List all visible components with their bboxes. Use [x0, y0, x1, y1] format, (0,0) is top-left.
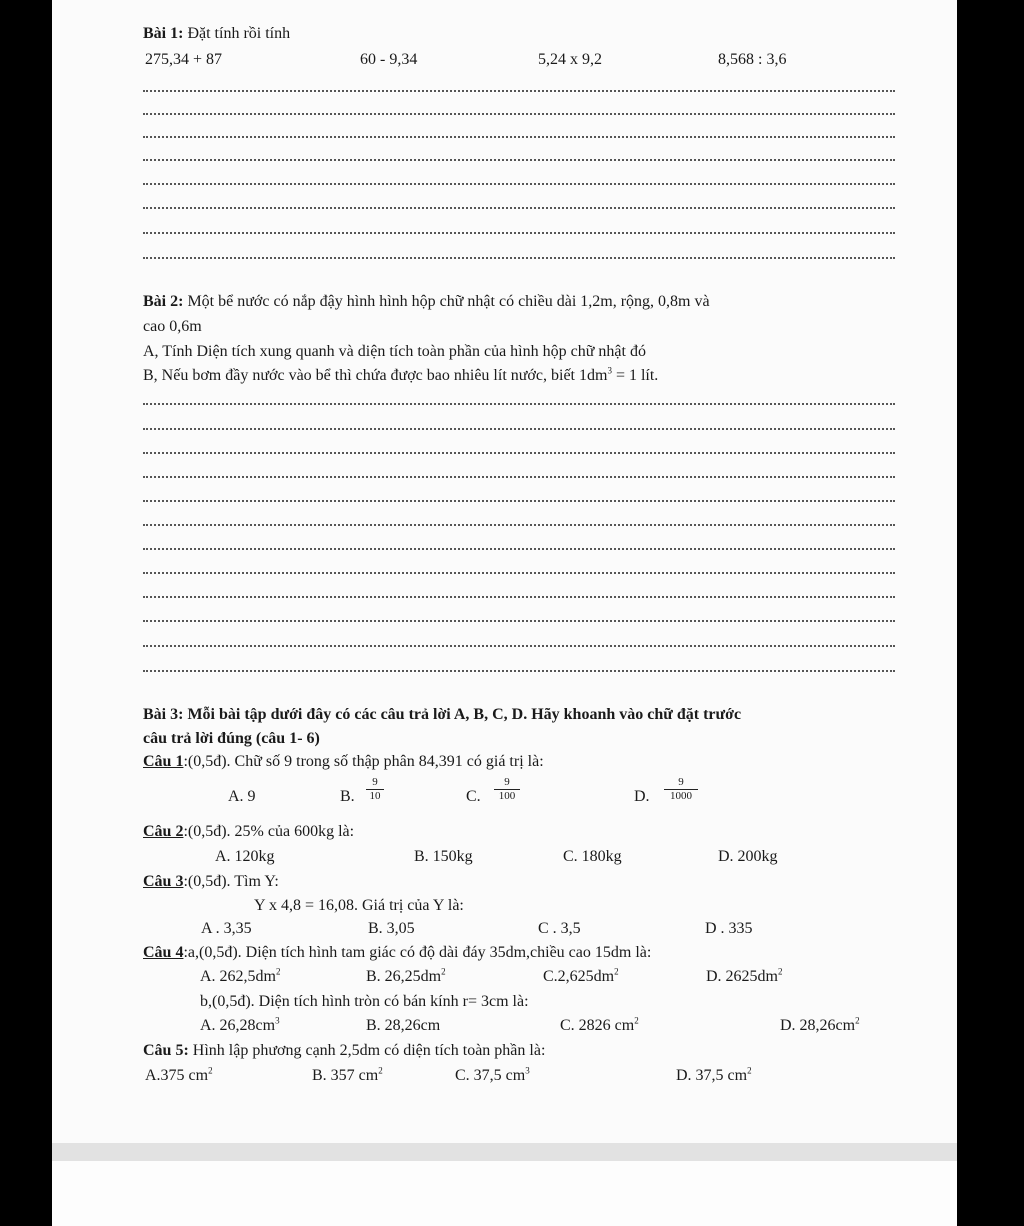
bai2-part-b: B, Nếu bơm đầy nước vào bể thì chứa được bao nhiêu lít nước, biết $1dm^3 = 1$ lít.	[143, 365, 659, 384]
bai3-line2: câu trả lời đúng (câu 1- 6)	[143, 730, 320, 747]
cau2-option-c: C. 180kg	[563, 848, 622, 865]
cau4-question-b: b,(0,5đ). Diện tích hình tròn có bán kính r= 3cm là:	[200, 993, 529, 1010]
bai2-part-a: A, Tính Diện tích xung quanh và diện tích toàn phần của hình hộp chữ nhật đó	[143, 343, 646, 360]
cau1-question: Câu 1:(0,5đ). Chữ số 9 trong số thập phân 84,391 có giá trị là:	[143, 753, 544, 770]
answer-line	[143, 90, 895, 92]
cau5-option-a: A.375 $cm^2$	[145, 1065, 213, 1084]
answer-line	[143, 113, 895, 115]
answer-line	[143, 403, 895, 405]
answer-line	[143, 572, 895, 574]
cau3-equation: Y x 4,8 = 16,08. Giá trị của Y là:	[254, 897, 464, 914]
cau4b-option-b: B. 28,26cm	[366, 1017, 441, 1034]
answer-line	[143, 670, 895, 672]
answer-line	[143, 524, 895, 526]
cau3-option-d: D . 335	[705, 920, 753, 937]
bai2-line1: Bài 2: Một bể nước có nắp đậy hình hình hộp chữ nhật có chiều dài 1,2m, rộng, 0,8m và	[143, 293, 710, 310]
cau1-option-b-label: B.	[340, 788, 355, 805]
cau2-question: Câu 2:(0,5đ). 25% của 600kg là:	[143, 823, 355, 840]
cau1-option-c-label: C.	[466, 788, 481, 805]
cau4a-option-a: A. $262,5dm^2$	[200, 966, 281, 985]
cau3-option-b: B. 3,05	[368, 920, 415, 937]
cau4a-option-b: B. $26,25dm^2$	[366, 966, 446, 985]
answer-line	[143, 428, 895, 430]
cau1-option-c-fraction: $\frac{9}{100}$	[494, 776, 520, 803]
bai1-expr-3: 5,24 x 9,2	[538, 51, 602, 68]
cau3-question: Câu 3:(0,5đ). Tìm Y:	[143, 873, 279, 890]
cau5-option-c: C. 37,5 $cm^3$	[455, 1065, 530, 1084]
answer-line	[143, 476, 895, 478]
answer-line	[143, 207, 895, 209]
cau4a-option-d: D. $2625dm^2$	[706, 966, 783, 985]
answer-line	[143, 452, 895, 454]
cau5-option-b: B. 357 $cm^2$	[312, 1065, 383, 1084]
answer-line	[143, 183, 895, 185]
answer-line	[143, 548, 895, 550]
cau1-option-d-fraction: $\frac{9}{1000}$	[664, 776, 698, 803]
cau5-option-d: D. 37,5 $cm^2$	[676, 1065, 752, 1084]
bai1-heading: Bài 1: Đặt tính rồi tính	[143, 25, 291, 42]
answer-line	[143, 136, 895, 138]
bai2-line2: cao 0,6m	[143, 318, 202, 335]
answer-line	[143, 159, 895, 161]
bai3-line1: Bài 3: Mỗi bài tập dưới đây có các câu trả lời A, B, C, D. Hãy khoanh vào chữ đặt trước	[143, 706, 742, 723]
cau3-option-c: C . 3,5	[538, 920, 581, 937]
cau1-option-a: A. 9	[228, 788, 256, 805]
cau4b-option-c: C. 2826 $cm^2$	[560, 1015, 639, 1034]
cau4b-option-a: A. $26,28cm^3$	[200, 1015, 280, 1034]
cau2-option-b: B. 150kg	[414, 848, 473, 865]
cau5-question: Câu 5: Hình lập phương cạnh 2,5dm có diện tích toàn phần là:	[143, 1042, 546, 1059]
cau1-option-b-fraction: $\frac{9}{10}$	[366, 776, 384, 803]
answer-line	[143, 596, 895, 598]
answer-line	[143, 645, 895, 647]
cau2-option-a: A. 120kg	[215, 848, 275, 865]
cau4b-option-d: D. $28,26cm^2$	[780, 1015, 860, 1034]
page-divider	[52, 1143, 957, 1161]
answer-line	[143, 257, 895, 259]
bai1-expr-2: 60 - 9,34	[360, 51, 418, 68]
bai1-expr-1: 275,34 + 87	[145, 51, 223, 68]
bai1-expr-4: 8,568 : 3,6	[718, 51, 787, 68]
answer-line	[143, 500, 895, 502]
answer-line	[143, 232, 895, 234]
cau3-option-a: A . 3,35	[201, 920, 252, 937]
cau4a-option-c: $C.2,625dm^2$	[543, 966, 619, 985]
next-page-edge	[52, 1161, 957, 1226]
cau4-question-a: Câu 4:a,(0,5đ). Diện tích hình tam giác có độ dài đáy 35dm,chiều cao 15dm là:	[143, 944, 652, 961]
answer-line	[143, 620, 895, 622]
cau1-option-d-label: D.	[634, 788, 650, 805]
cau2-option-d: D. 200kg	[718, 848, 778, 865]
